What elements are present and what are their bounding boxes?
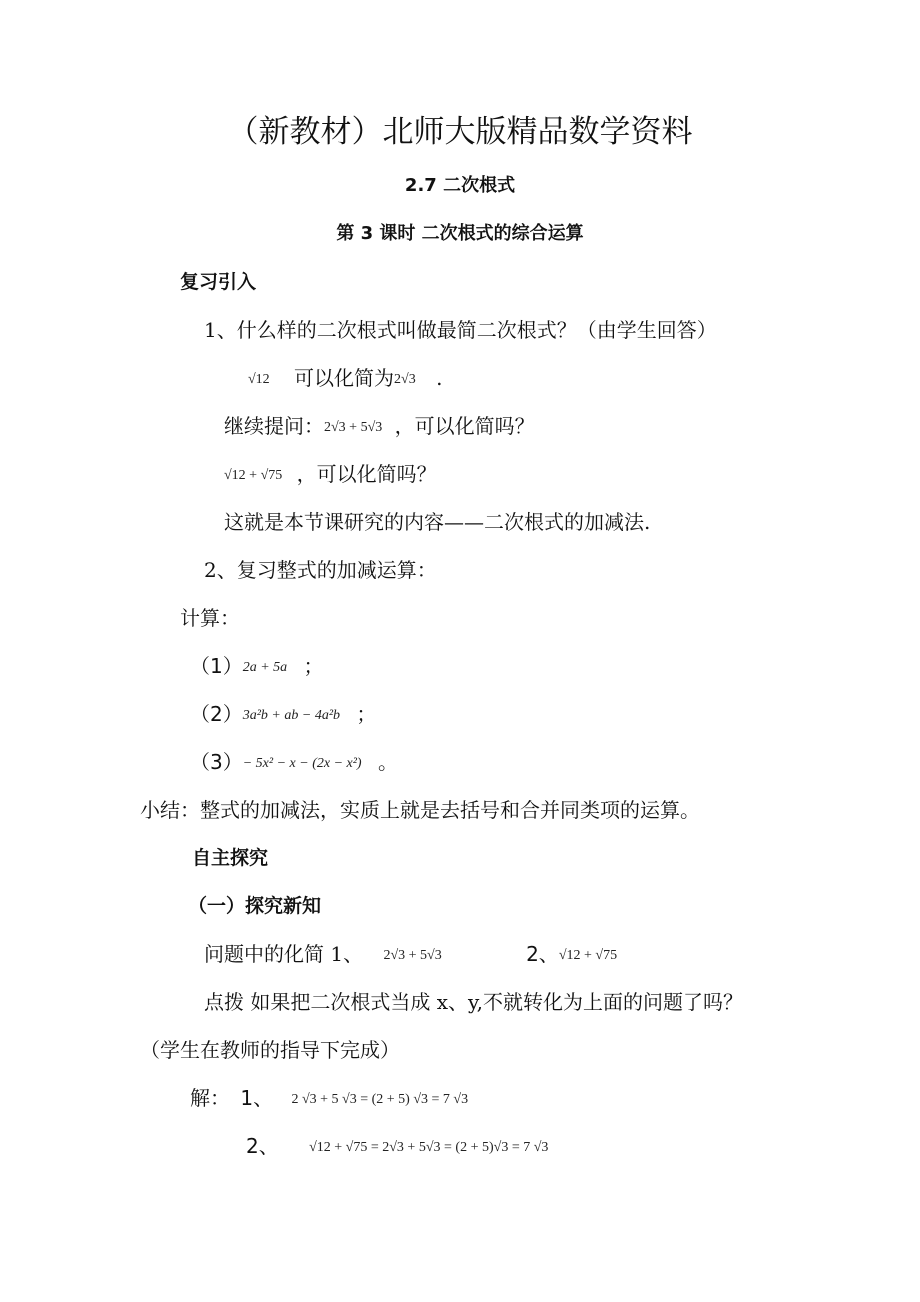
solution-1 [190, 1086, 468, 1112]
hint-line: 点拨 如果把二次根式当成 x、y,不就转化为上面的问题了吗？ [204, 990, 743, 1014]
math-sqrt12: √12 [248, 371, 270, 387]
item-label: （3） [190, 750, 243, 774]
calc-item-2 [190, 702, 376, 728]
item-end: 。 [377, 750, 398, 774]
simplify-line [248, 366, 442, 392]
continue-label: 继续提问： [224, 414, 324, 438]
calc-label: 计算： [180, 606, 240, 630]
topic-line: 这就是本节课研究的内容——二次根式的加减法. [224, 510, 651, 534]
solution-2 [246, 1134, 548, 1160]
item-end: ； [356, 702, 377, 726]
guide-line: （学生在教师的指导下完成） [140, 1038, 400, 1062]
item-expr: 3a²b + ab − 4a²b [242, 707, 341, 723]
solution-1-expr: 2 √3 + 5 √3 = (2 + 5) √3 = 7 √3 [291, 1091, 469, 1107]
simplify-question: ，可以化简吗？ [394, 414, 535, 438]
item-end: ； [303, 654, 324, 678]
continue-question [224, 414, 535, 440]
math-sum1: 2√3 + 5√3 [324, 419, 383, 435]
problem-expr-2: √12 + √75 [558, 947, 618, 963]
solution-2-expr: √12 + √75 = 2√3 + 5√3 = (2 + 5)√3 = 7 √3 [309, 1139, 549, 1155]
math-sum2: √12 + √75 [224, 467, 283, 483]
item-expr: 2a + 5a [242, 659, 288, 675]
question-1: 1、什么样的二次根式叫做最简二次根式？（由学生回答） [204, 318, 717, 342]
problem-prefix: 问题中的化简 1、 [204, 942, 364, 966]
section-title: 2.7 二次根式 [404, 175, 516, 196]
period: . [436, 366, 443, 390]
second-question [224, 462, 437, 488]
simplify-text: 可以化简为 [294, 366, 395, 390]
solution-label: 解： [190, 1086, 230, 1110]
solution-2-num: 2、 [246, 1134, 279, 1158]
problem-line [204, 942, 617, 968]
question-2: 2、复习整式的加减运算： [204, 558, 437, 582]
summary: 小结：整式的加减法，实质上就是去括号和合并同类项的运算。 [140, 798, 700, 822]
solution-1-num: 1、 [240, 1086, 274, 1110]
document-title: （新教材）北师大版精品数学资料 [227, 114, 693, 150]
item-label: （1） [190, 654, 243, 678]
item-label: （2） [190, 702, 243, 726]
math-2sqrt3: 2√3 [394, 371, 416, 387]
item-expr: − 5x² − x − (2x − x²) [242, 755, 362, 771]
review-heading: 复习引入 [180, 271, 257, 293]
lesson-title: 第 3 课时 二次根式的综合运算 [336, 223, 584, 244]
explore-heading: 自主探究 [192, 847, 269, 869]
problem-expr-1: 2√3 + 5√3 [383, 947, 442, 963]
calc-item-3 [190, 750, 398, 776]
explore-subheading: （一）探究新知 [188, 895, 322, 917]
simplify-question-2: ，可以化简吗？ [296, 462, 437, 486]
problem-2-label: 2、 [526, 942, 559, 966]
calc-item-1 [190, 654, 324, 680]
